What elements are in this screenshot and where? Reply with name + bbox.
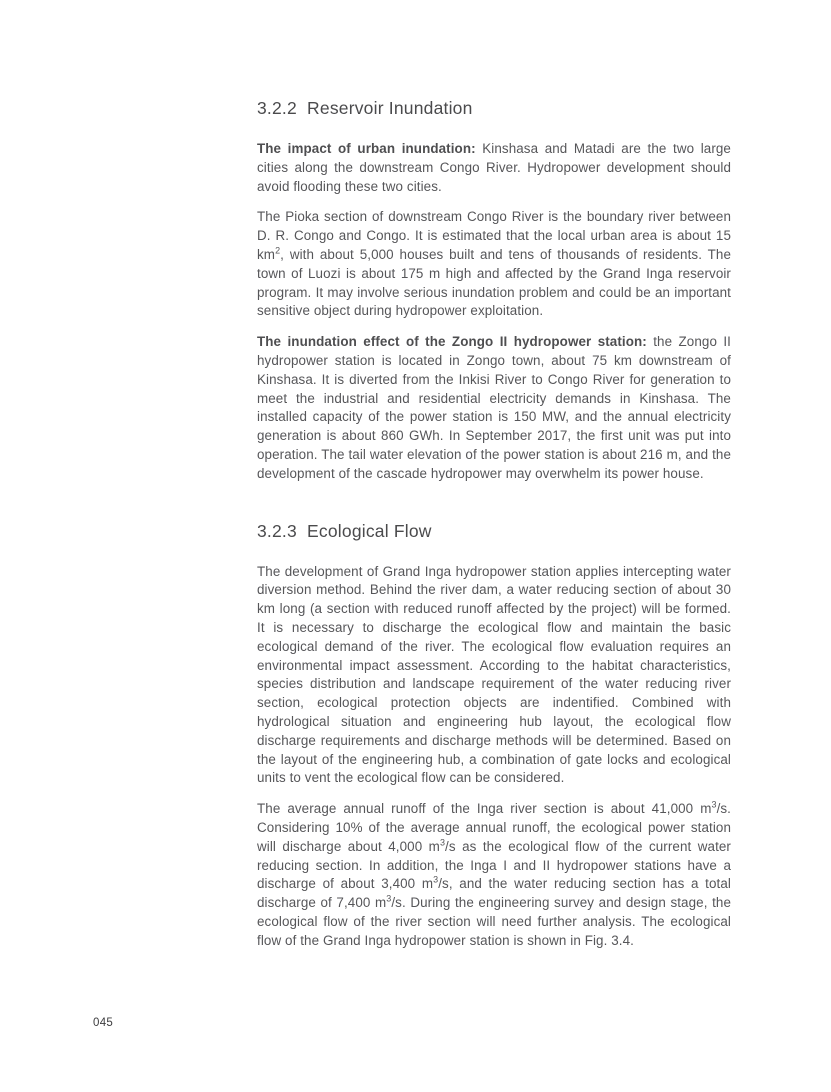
bold-lead-in: The impact of urban inundation: (257, 141, 483, 156)
text-segment: Kinshasa and Matadi are the two large cities along the downstream Congo River. Hydropower development should avoid flooding these two cities. (257, 141, 731, 194)
text-segment: /s as the ecological flow of the current water reducing section. In addition, the Inga I and II hydropower stations have a discharge of about 3,400 m (257, 838, 731, 892)
text-segment: The development of Grand Inga hydropower station applies intercepting water diversion method. Behind the river dam, a water reducing section of about 30 km long (a section with reduced runoff affected by the project) will be formed. It is necessary to discharge the ecological flow and maintain the basic ecological demand of the river. The ecological flow evaluation requires an environmental impact assessment. According to the habitat characteristics, species distribution and landscape requirement of the water reducing river section, ecological protection objects are indentified. Combined with hydrological situation and engineering hub layout, the ecological flow discharge requirements and discharge methods will be determined. Based on the layout of the engineering hub, a combination of gate locks and ecological units to vent the ecological flow can be considered. (257, 563, 731, 786)
superscript-text: 3 (439, 837, 446, 848)
superscript-text: 3 (711, 799, 717, 810)
paragraph (257, 140, 731, 196)
page-number: 045 (93, 1017, 114, 1029)
page-content (257, 98, 731, 950)
text-segment: , with about 5,000 houses built and tens of thousands of residents. The town of Luozi is about 175 m high and affected by the Grand Inga reservoir program. It may involve serious inundation problem and could be an important sensitive object during hydropower exploitation. (257, 246, 731, 319)
bold-lead-in: The inundation effect of the Zongo II hydropower station: (257, 334, 654, 350)
text-segment: the Zongo II hydropower station is located in Zongo town, about 75 km downstream of Kinshasa. It is diverted from the Inkisi River to Congo River for generation to meet the industrial and residential electricity demands in Kinshasa. The installed capacity of the power station is 150 MW, and the annual electricity generation is about 860 GWh. In September 2017, the first unit was put into operation. The tail water elevation of the power station is about 216 m, and the development of the cascade hydropower may overwhelm its power house. (257, 334, 731, 481)
section-reservoir-inundation (257, 98, 731, 484)
text-segment: /s, and the water reducing section has a total discharge of 7,400 m (257, 876, 731, 911)
paragraph (257, 563, 731, 789)
paragraph (257, 208, 731, 321)
paragraph (257, 800, 731, 950)
text-segment: The average annual runoff of the Inga river section is about 41,000 m (257, 801, 712, 817)
superscript-text: 2 (275, 245, 281, 256)
section-heading-3-2-3: 3.2.3 Ecological Flow (257, 520, 432, 541)
section-heading-3-2-2: 3.2.2 Reservoir Inundation (257, 98, 473, 118)
text-segment: /s. Considering 10% of the average annual runoff, the ecological power station will discharge about 4,000 m (257, 801, 731, 854)
text-segment: The Pioka section of downstream Congo River is the boundary river between D. R. Congo and Congo. It is estimated that the local urban area is about 15 km (257, 209, 731, 262)
text-segment: /s. During the engineering survey and design stage, the ecological flow of the river section will need further analysis. The ecological flow of the Grand Inga hydropower station is shown in Fig. 3.4. (257, 895, 731, 948)
section-ecological-flow (257, 521, 731, 951)
paragraph (257, 333, 731, 483)
superscript-text: 3 (433, 874, 439, 885)
superscript-text: 3 (386, 893, 392, 904)
